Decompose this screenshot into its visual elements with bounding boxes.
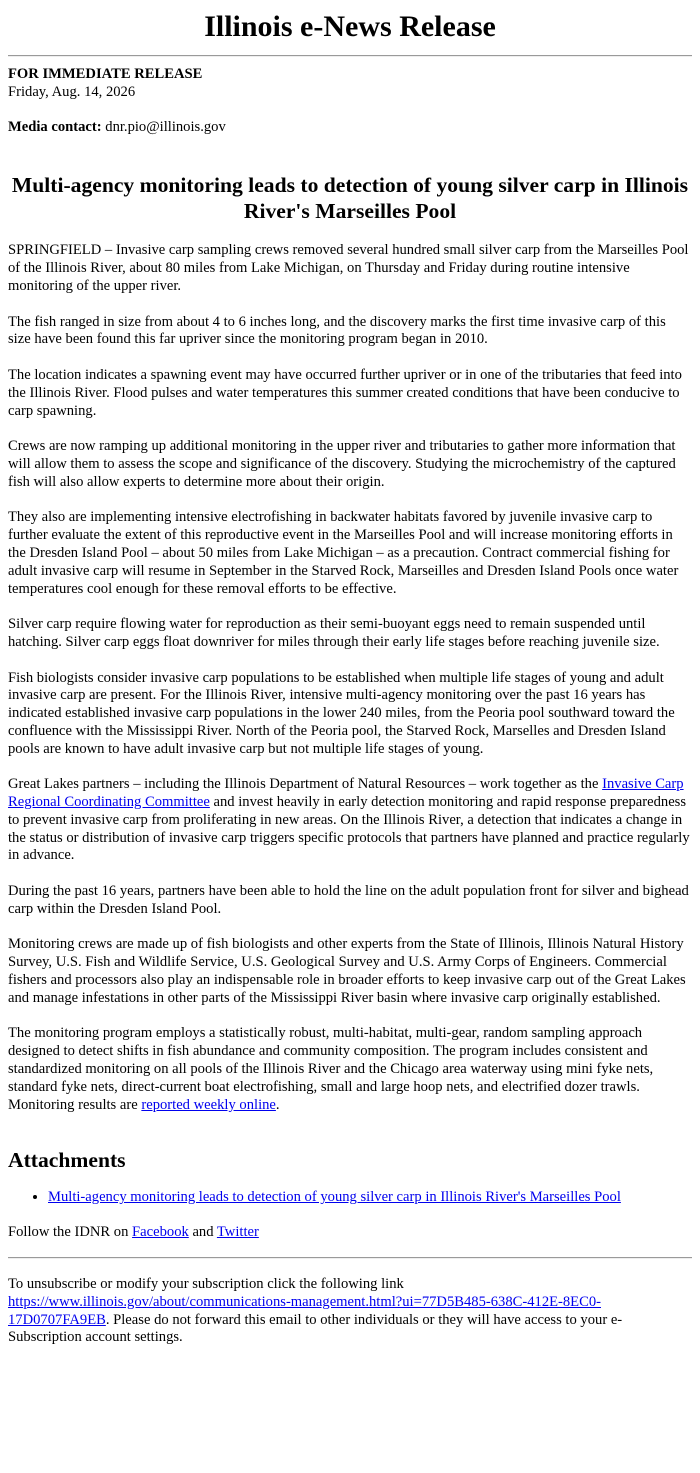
article-paragraph-1: SPRINGFIELD – Invasive carp sampling crews removed several hundred small silver carp from the Marseilles Pool of the Illinois River, about 80 miles from Lake Michigan, on Thursday and Friday during routine intensive monitoring of the upper river. bbox=[8, 242, 689, 294]
twitter-link[interactable]: Twitter bbox=[216, 1224, 259, 1241]
paragraph-11-text-before: The monitoring program employs a statistically robust, multi-habitat, multi-gear, random sampling approach designed to detect shifts in fish abundance and community composition. The program includes consistent and standardized monitoring on all pools of the Illinois River and the Chicago area waterway using mini fyke nets, standard fyke nets, direct-current boat electrofishing, small and large hoop nets, and electrified dozer trawls. Monitoring results are bbox=[8, 1025, 654, 1113]
media-contact-email: dnr.pio@illinois.gov bbox=[105, 118, 226, 135]
unsubscribe-notice bbox=[8, 1276, 692, 1347]
paragraph-11-text-after: . bbox=[275, 1096, 280, 1113]
header-divider bbox=[8, 55, 692, 57]
media-contact-label: Media contact: bbox=[8, 118, 102, 135]
paragraph-8-text-before: Great Lakes partners – including the Illinois Department of Natural Resources – work together as the bbox=[8, 776, 603, 793]
attachment-link[interactable]: Multi-agency monitoring leads to detection of young silver carp in Illinois River's Marseilles Pool bbox=[48, 1189, 621, 1206]
reported-weekly-link[interactable]: reported weekly online bbox=[141, 1096, 276, 1113]
article-paragraph-8 bbox=[8, 776, 692, 865]
article-paragraph-10: Monitoring crews are made up of fish biologists and other experts from the State of Illinois, Illinois Natural History Survey, U.S. Fish and Wildlife Service, U.S. Geological Survey and U.S. Army Corps of Engineers. Commercial fishers and processors also play an indispensable role in broader efforts to keep invasive carp out of the Great Lakes and manage infestations in other parts of the Mississippi River basin where invasive carp originally established. bbox=[8, 936, 686, 1006]
article-paragraph-9: During the past 16 years, partners have been able to hold the line on the adult population front for silver and bighead carp within the Dresden Island Pool. bbox=[8, 883, 689, 917]
attachments-heading: Attachments bbox=[8, 1148, 126, 1173]
article-paragraph-7: Fish biologists consider invasive carp populations to be established when multiple life stages of young and adult invasive carp are present. For the Illinois River, intensive multi-agency monitoring over the past 16 years has indicated established invasive carp populations in the lower 240 miles, from the Peoria pool southward toward the confluence with the Mississippi River. North of the Peoria pool, the Starved Rock, Marselles and Dresden Island pools are known to have adult invasive carp but not multiple life stages of young. bbox=[8, 669, 675, 757]
article-paragraph-4: Crews are now ramping up additional monitoring in the upper river and tributaries to gather more information that will allow them to assess the scope and significance of the discovery. Studying the microchemistry of the captured fish will also allow experts to determine more about their origin. bbox=[8, 438, 676, 490]
attachments-list bbox=[8, 1189, 692, 1207]
article-paragraph-5: They also are implementing intensive electrofishing in backwater habitats favored by juvenile invasive carp to further evaluate the extent of this reproductive event in the Marseilles Pool and will increase monitoring efforts in the Dresden Island Pool – about 50 miles from Lake Michigan – as a precaution. Contract commercial fishing for adult invasive carp will resume in September in the Starved Rock, Marseilles and Dresden Island Pools once water temperatures cool enough for these removal efforts to be effective. bbox=[8, 509, 679, 597]
follow-and: and bbox=[188, 1224, 217, 1241]
unsubscribe-text-after: . Please do not forward this email to other individuals or they will have access to your e-Subscription account settings. bbox=[8, 1311, 623, 1346]
release-label: FOR IMMEDIATE RELEASE bbox=[8, 66, 203, 82]
site-title: Illinois e-News Release bbox=[204, 10, 496, 43]
article-paragraph-3: The location indicates a spawning event may have occurred further upriver or in one of the tributaries that feed into the Illinois River. Flood pulses and water temperatures this summer created conditions that have been conducive to carp spawning. bbox=[8, 366, 682, 419]
follow-line bbox=[8, 1224, 692, 1242]
attachment-item bbox=[48, 1189, 692, 1207]
paragraph-8-text-after: and invest heavily in early detection monitoring and rapid response preparedness to prevent invasive carp from proliferating in new areas. On the Illinois River, a detection that indicates a change in the status or distribution of invasive carp triggers specific protocols that partners have planned and practice regularly in advance. bbox=[8, 794, 690, 864]
release-info bbox=[8, 66, 692, 102]
unsubscribe-text: To unsubscribe or modify your subscription click the following link bbox=[8, 1276, 404, 1293]
unsubscribe-link[interactable]: https://www.illinois.gov/about/communications-management.html?ui=77D5B485-638C-412E-8EC0-17D0707FA9EB bbox=[8, 1293, 601, 1328]
article-paragraph-6: Silver carp require flowing water for reproduction as their semi-buoyant eggs need to remain suspended until hatching. Silver carp eggs float downriver for miles through their early life stages before reaching juvenile size. bbox=[8, 616, 660, 650]
media-contact bbox=[8, 119, 692, 137]
footer-divider bbox=[8, 1257, 692, 1259]
follow-prefix: Follow the IDNR on bbox=[8, 1224, 133, 1241]
release-date: Friday, Aug. 14, 2026 bbox=[8, 83, 136, 100]
article-paragraph-2: The fish ranged in size from about 4 to 6 inches long, and the discovery marks the first time invasive carp of this size have been found this far upriver since the monitoring program began in 2010. bbox=[8, 313, 666, 348]
article-headline: Multi-agency monitoring leads to detection of young silver carp in Illinois River's Marseilles Pool bbox=[11, 173, 689, 224]
article-paragraph-11 bbox=[8, 1025, 692, 1114]
iccrc-link[interactable]: Invasive Carp Regional Coordinating Committee bbox=[8, 776, 684, 811]
facebook-link[interactable]: Facebook bbox=[132, 1224, 189, 1241]
